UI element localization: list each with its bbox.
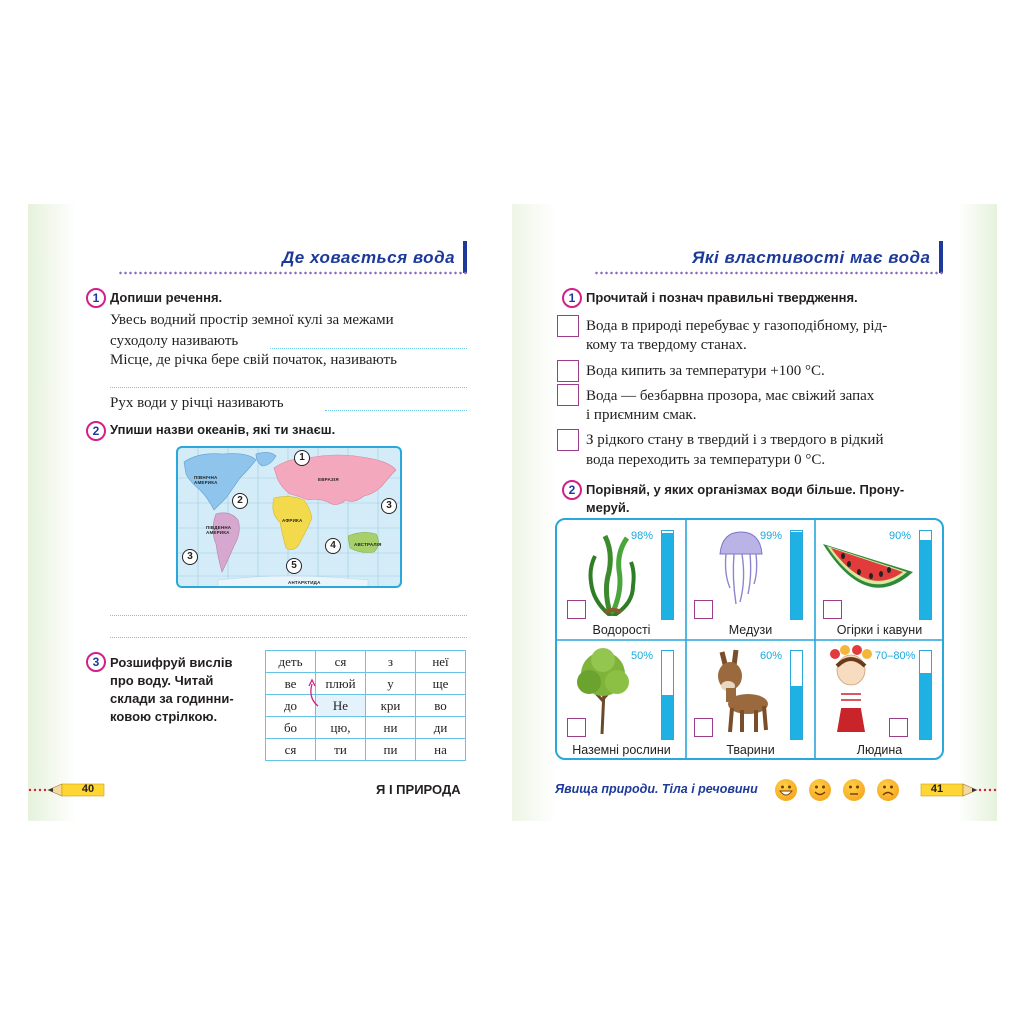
ocean-number-4: 4: [325, 538, 341, 554]
answer-line[interactable]: [110, 637, 467, 638]
syllable-cell: у: [366, 673, 416, 695]
right-page-title: Які властивості має вода: [692, 248, 931, 267]
category-label: Водорості: [592, 623, 651, 637]
algae-icon: [583, 532, 641, 616]
answer-line[interactable]: [270, 348, 467, 349]
water-bar: [919, 650, 932, 740]
task-3-title-line-1: Розшифруй вислів: [110, 655, 233, 670]
left-title-bar: [463, 241, 467, 273]
statement-1-line-2: кому та твердому станах.: [586, 337, 747, 353]
cell-algae: [557, 520, 686, 640]
statement-2-checkbox[interactable]: [557, 360, 579, 382]
cell-land-plants: [557, 640, 686, 760]
syllable-cell: деть: [266, 651, 316, 673]
water-bar-fill: [791, 686, 802, 739]
table-row: [266, 651, 466, 673]
left-page-number: 40: [81, 783, 95, 795]
watermelon-icon: [819, 538, 915, 596]
water-bar-fill: [662, 533, 673, 619]
statement-2-line-1: Вода кипить за температури +100 °С.: [586, 363, 825, 379]
rank-checkbox[interactable]: [567, 718, 586, 737]
syllable-cell: неї: [416, 651, 466, 673]
task-3-title-line-2: про воду. Читай: [110, 673, 214, 688]
table-row: [266, 695, 466, 717]
water-content-grid: [555, 518, 944, 760]
ocean-number-1: 1: [294, 450, 310, 466]
syllable-cell: з: [366, 651, 416, 673]
value-label: 70–80%: [875, 650, 916, 662]
cell-animals: [686, 640, 815, 760]
water-bar: [661, 530, 674, 620]
category-label: Огірки і кавуни: [836, 623, 923, 637]
right-task-2-number: 2: [562, 480, 582, 500]
water-bar: [790, 650, 803, 740]
water-bar: [790, 530, 803, 620]
task-3-title-line-4: ковою стрілкою.: [110, 709, 218, 724]
syllable-cell: во: [416, 695, 466, 717]
syllable-cell: ве: [266, 673, 316, 695]
right-page-number: 41: [930, 783, 944, 795]
table-row: [266, 739, 466, 761]
statement-3-checkbox[interactable]: [557, 384, 579, 406]
water-bar: [919, 530, 932, 620]
right-task-1-title: Прочитай і познач правильні твердження.: [586, 290, 858, 305]
ocean-number-5: 5: [286, 558, 302, 574]
task-1-line-3: Місце, де річка бере свій початок, називають: [110, 352, 397, 368]
water-bar-fill: [920, 673, 931, 739]
water-bar: [661, 650, 674, 740]
syllable-cell: на: [416, 739, 466, 761]
statement-1-checkbox[interactable]: [557, 315, 579, 337]
answer-line[interactable]: [110, 387, 467, 388]
category-label: Тварини: [726, 743, 775, 757]
syllable-cell: до: [266, 695, 316, 717]
neutral-face-icon[interactable]: [843, 779, 865, 801]
rank-checkbox[interactable]: [694, 600, 713, 619]
syllable-cell: ся: [316, 651, 366, 673]
world-map: [176, 446, 402, 588]
task-1-number: 1: [86, 288, 106, 308]
syllable-cell: ди: [416, 717, 466, 739]
syllable-cell-start: Не: [316, 695, 366, 717]
right-task-2-title-line-1: Порівняй, у яких організмах води більше. Прону-: [586, 482, 905, 497]
left-page-title: Де ховається вода: [282, 248, 456, 267]
syllables-table: [265, 650, 466, 761]
syllable-cell: ти: [316, 739, 366, 761]
value-label: 60%: [760, 650, 783, 662]
map-label-eurasia: ЕВРАЗІЯ: [318, 477, 339, 482]
answer-line[interactable]: [325, 410, 467, 411]
statement-3-line-2: і приємним смак.: [586, 407, 697, 423]
cell-human: [815, 640, 944, 760]
ocean-number-2: 2: [232, 493, 248, 509]
water-bar-fill: [662, 695, 673, 739]
jellyfish-icon: [716, 528, 766, 608]
water-bar-fill: [920, 540, 931, 619]
syllable-cell: кри: [366, 695, 416, 717]
cell-watermelon: [815, 520, 944, 640]
statement-1-line-1: Вода в природі перебуває у газоподібному, рід-: [586, 318, 888, 334]
syllable-cell: пи: [366, 739, 416, 761]
rank-checkbox[interactable]: [889, 718, 908, 737]
rank-checkbox[interactable]: [694, 718, 713, 737]
syllable-cell: цю,: [316, 717, 366, 739]
cell-jellyfish: [686, 520, 815, 640]
map-label-australia: АВСТРАЛІЯ: [354, 542, 382, 547]
statement-4-line-2: вода переходить за температури 0 °С.: [586, 452, 826, 468]
task-2-number: 2: [86, 421, 106, 441]
value-label: 98%: [631, 530, 654, 542]
task-2-title: Упиши назви океанів, які ти знаєш.: [110, 422, 336, 437]
table-row: [266, 717, 466, 739]
category-label: Медузи: [728, 623, 773, 637]
right-task-1-number: 1: [562, 288, 582, 308]
statement-3-line-1: Вода — безбарвна прозора, має свіжий запах: [586, 388, 875, 404]
syllable-cell: ще: [416, 673, 466, 695]
right-title-dots: [594, 271, 944, 275]
ocean-number-3-left: 3: [182, 549, 198, 565]
task-1-title: Допиши речення.: [110, 290, 223, 305]
syllable-cell: бо: [266, 717, 316, 739]
value-label: 90%: [889, 530, 912, 542]
category-label: Людина: [856, 743, 903, 757]
category-label: Наземні рослини: [572, 743, 671, 757]
syllable-cell: ни: [366, 717, 416, 739]
map-label-africa: АФРИКА: [282, 518, 303, 523]
girl-icon: [825, 644, 877, 736]
task-3-number: 3: [86, 652, 106, 672]
water-bar-fill: [791, 532, 802, 619]
answer-line[interactable]: [110, 615, 467, 616]
rank-checkbox[interactable]: [567, 600, 586, 619]
map-label-north-america: ПІВНІЧНА АМЕРИКА: [194, 475, 218, 485]
right-task-2-title-line-2: меруй.: [586, 500, 630, 515]
task-1-line-4: Рух води у річці називають: [110, 395, 284, 411]
left-title-dots: [118, 271, 468, 275]
clockwise-arrow-icon: [306, 676, 322, 710]
syllable-cell: плюй: [316, 673, 366, 695]
syllable-cell: ся: [266, 739, 316, 761]
value-label: 50%: [631, 650, 654, 662]
left-footer-title: Я І ПРИРОДА: [376, 782, 461, 797]
statement-4-checkbox[interactable]: [557, 429, 579, 451]
task-1-line-1: Увесь водний простір земної кулі за межами: [110, 312, 394, 328]
right-footer-title: Явища природи. Тіла і речовини: [555, 782, 758, 796]
map-label-south-america: ПІВДЕННА АМЕРИКА: [206, 525, 232, 535]
rank-checkbox[interactable]: [823, 600, 842, 619]
ocean-number-3-right: 3: [381, 498, 397, 514]
task-1-line-2: суходолу називають: [110, 333, 239, 349]
task-3-title-line-3: склади за годинни-: [110, 691, 234, 706]
right-title-bar: [939, 241, 943, 273]
table-row: [266, 673, 466, 695]
value-label: 99%: [760, 530, 783, 542]
sad-face-icon[interactable]: [877, 779, 899, 801]
statement-4-line-1: З рідкого стану в твердий і з твердого в рідкий: [586, 432, 884, 448]
map-label-antarctica: АНТАРКТИДА: [288, 580, 321, 585]
laughing-face-icon[interactable]: [775, 779, 797, 801]
smiling-face-icon[interactable]: [809, 779, 831, 801]
